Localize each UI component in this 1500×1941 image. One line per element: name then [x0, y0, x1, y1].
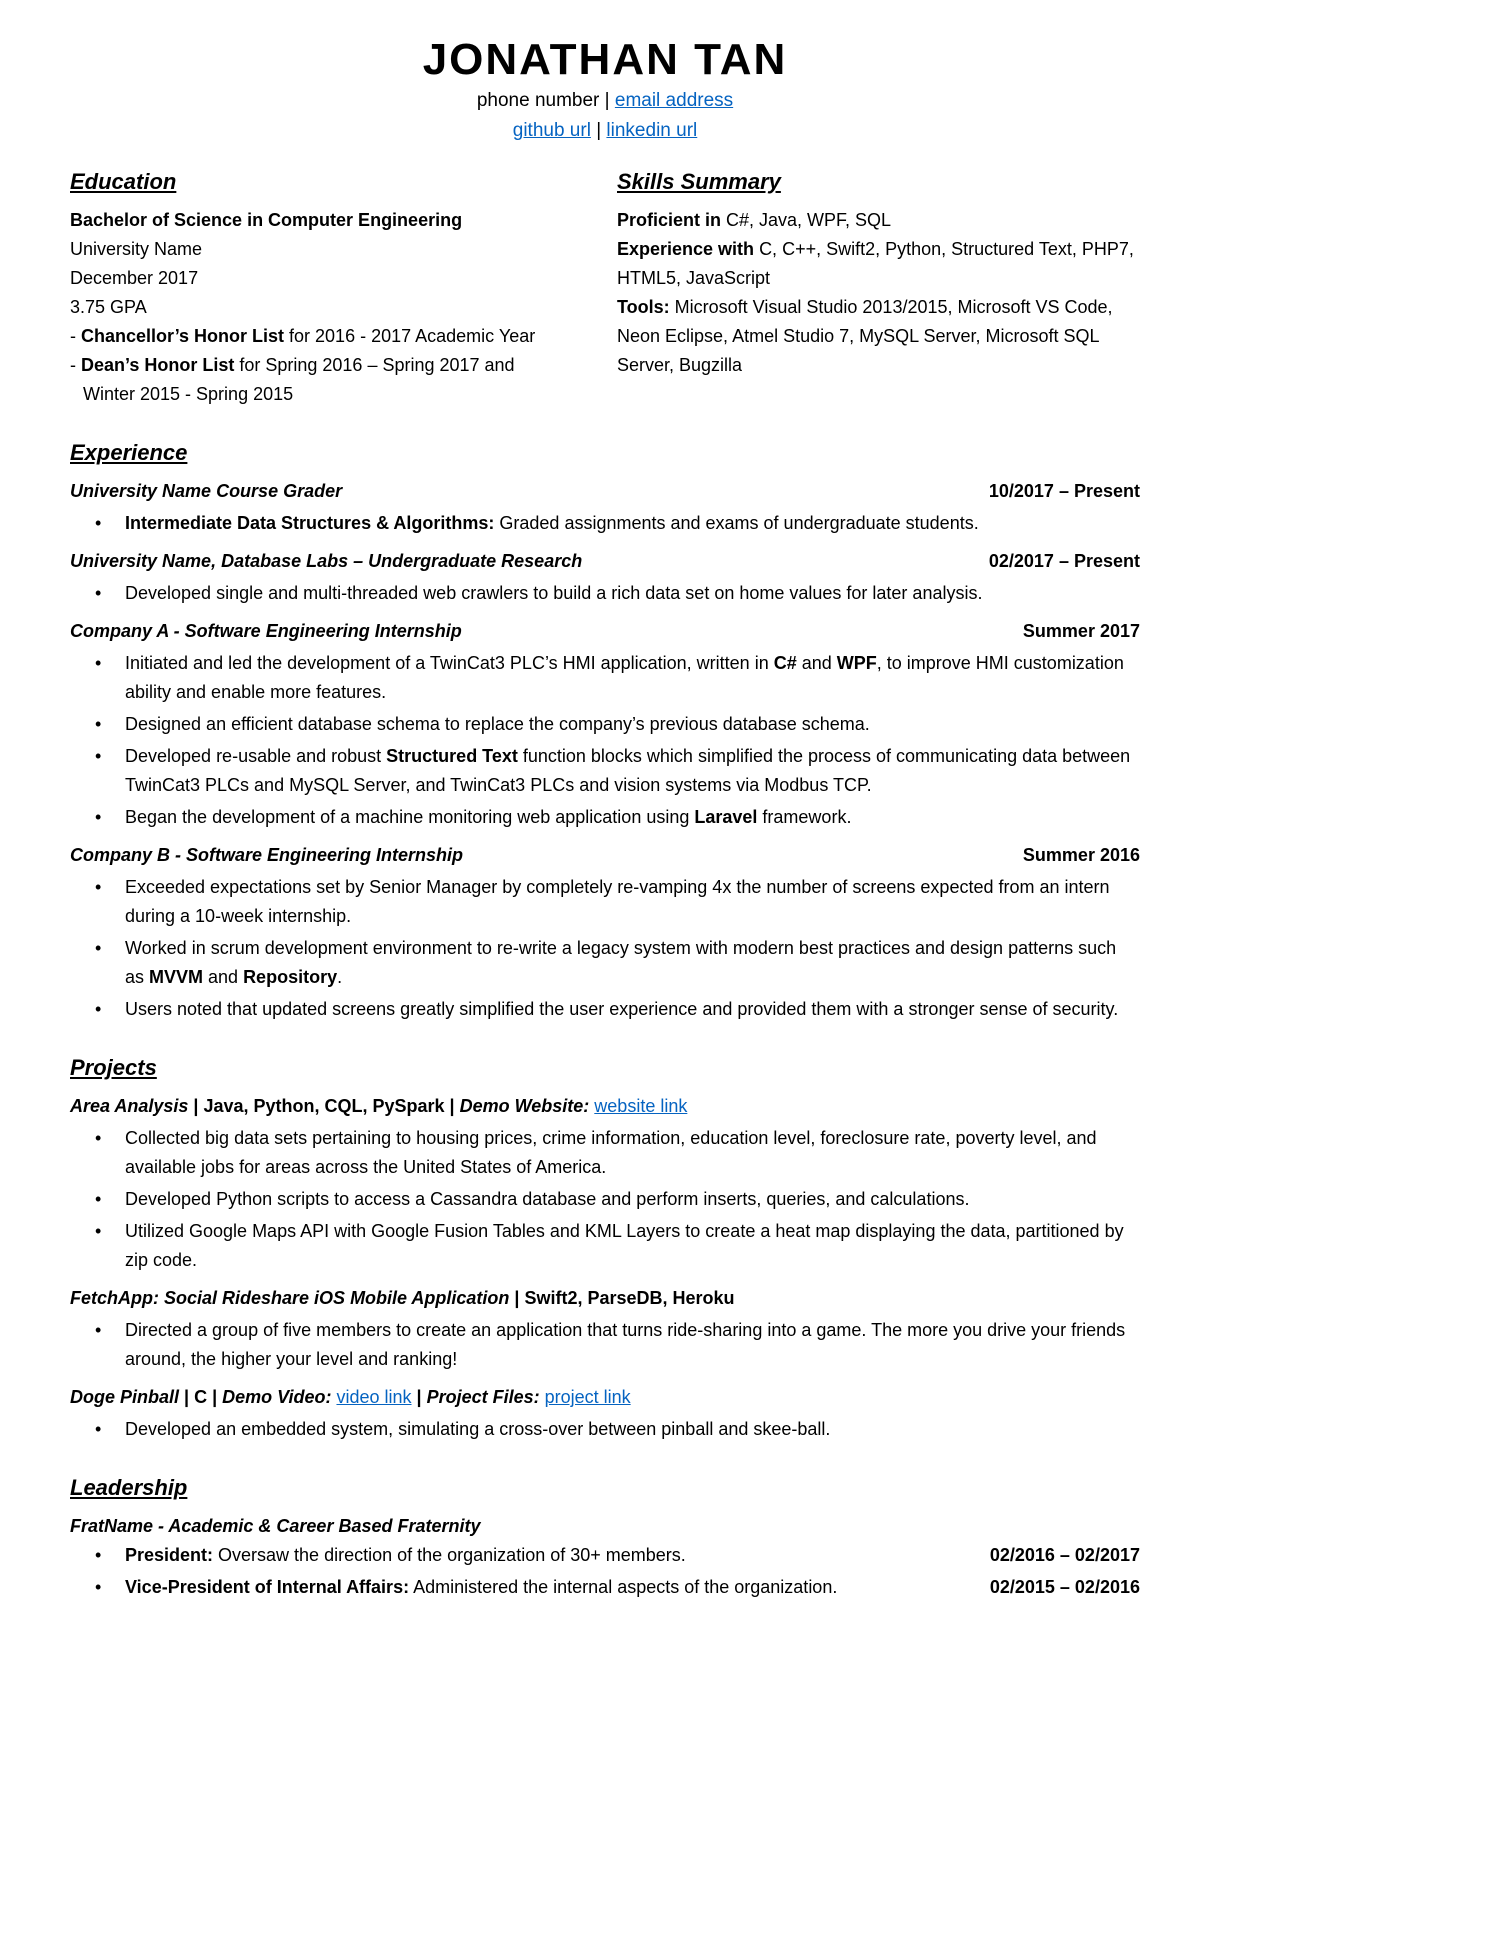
skills-line-proficient — [617, 206, 1140, 235]
leadership-title: Leadership — [70, 1475, 188, 1500]
bullet-item — [70, 803, 1140, 832]
text-segment: Experience with — [617, 239, 760, 259]
experience-bullet-list — [70, 649, 1140, 832]
text-segment: Vice-President of Internal Affairs: — [125, 1577, 410, 1597]
bullet-item — [70, 1217, 1140, 1275]
project-bullet-list — [70, 1124, 1140, 1275]
person-name: JONATHAN TAN — [422, 35, 788, 84]
skills-title: Skills Summary — [617, 169, 781, 194]
experience-role: Company A - Software Engineering Internship — [70, 621, 462, 641]
bullet-item — [70, 995, 1140, 1024]
email-link[interactable]: email address — [614, 90, 734, 111]
text-segment: Utilized Google Maps API with Google Fusion Tables and KML Layers to create a heat map displaying the data, partitioned by zip code. — [125, 1221, 1124, 1270]
text-segment: Swift2, ParseDB, Heroku — [524, 1288, 735, 1308]
text-segment: | — [207, 1387, 223, 1407]
text-segment: Tools: — [617, 297, 675, 317]
text-segment: Oversaw the direction of the organization of 30+ members. — [213, 1545, 686, 1565]
experience-role: University Name, Database Labs – Undergraduate Research — [70, 551, 583, 571]
education-school: University Name — [70, 239, 203, 259]
text-segment: Developed single and multi-threaded web crawlers to build a rich data set on home values for later analysis. — [125, 583, 983, 603]
text-segment: Proficient in — [617, 210, 727, 230]
bullet-item — [70, 579, 1140, 608]
leadership-dates: 02/2015 – 02/2016 — [989, 1577, 1140, 1597]
leadership-section — [70, 1472, 1140, 1602]
education-honor-item — [70, 322, 557, 351]
experience-entry-header — [70, 477, 1140, 506]
experience-dates: Summer 2017 — [1022, 621, 1140, 641]
text-segment: function blocks which simplified the process of communicating data between TwinCat3 PLCs and MySQL Server, and TwinCat3 PLCs and vision systems via Modbus TCP. — [125, 746, 1131, 795]
text-segment: | — [444, 1096, 460, 1116]
experience-dates: 10/2017 – Present — [988, 481, 1140, 501]
experience-bullet-list — [70, 873, 1140, 1024]
text-segment: C#, Java, WPF, SQL — [726, 210, 892, 230]
text-segment: Chancellor’s Honor List — [81, 326, 285, 346]
text-segment: Demo Website: — [459, 1096, 595, 1116]
text-segment: Java, Python, CQL, PySpark — [203, 1096, 445, 1116]
bullet-item — [70, 873, 1140, 931]
text-segment: Exceeded expectations set by Senior Manager by completely re-vamping 4x the number of screens expected from an intern during a 10-week internship. — [125, 877, 1110, 926]
text-segment: Developed an embedded system, simulating a cross-over between pinball and skee-ball. — [125, 1419, 831, 1439]
experience-section — [70, 437, 1140, 1024]
text-segment: Microsoft Visual Studio 2013/2015, Microsoft VS Code, Neon Eclipse, Atmel Studio 7, MySQL Server, Microsoft SQL Server, Bugzilla — [617, 297, 1113, 375]
text-segment: | — [509, 1288, 525, 1308]
text-segment: Designed an efficient database schema to replace the company’s previous database schema. — [125, 714, 870, 734]
bullet-item — [70, 710, 1140, 739]
leadership-bullet — [70, 1573, 1140, 1602]
text-segment: , to improve HMI customization ability and enable more features. — [125, 653, 1124, 702]
bullet-item — [70, 742, 1140, 800]
text-segment: Directed a group of five members to create an application that turns ride-sharing into a game. The more you drive your friends around, the higher your level and ranking! — [125, 1320, 1126, 1369]
text-segment: Structured Text — [386, 746, 518, 766]
education-section — [70, 166, 617, 409]
text-segment: Intermediate Data Structures & Algorithms: — [125, 513, 495, 533]
video-link[interactable]: video link — [336, 1387, 412, 1407]
project-files-link[interactable]: project link — [544, 1387, 631, 1407]
bullet-item — [70, 1415, 1140, 1444]
experience-title: Experience — [70, 440, 188, 465]
text-segment: phone number — [476, 90, 600, 111]
text-segment: FetchApp: Social Rideshare iOS Mobile Application — [70, 1288, 510, 1308]
text-segment: Project Files: — [426, 1387, 545, 1407]
text-segment: Graded assignments and exams of undergraduate students. — [494, 513, 979, 533]
bullet-item — [70, 934, 1140, 992]
contact-line-1 — [70, 86, 1140, 116]
resume-header — [70, 34, 1140, 146]
education-title: Education — [70, 169, 177, 194]
bullet-item — [70, 1124, 1140, 1182]
text-segment: President: — [125, 1545, 214, 1565]
experience-dates: Summer 2016 — [1022, 845, 1140, 865]
experience-role: University Name Course Grader — [70, 481, 343, 501]
experience-bullet-list — [70, 579, 1140, 608]
text-segment: Worked in scrum development environment to re-write a legacy system with modern best practices and design patterns such as — [125, 938, 1117, 987]
text-segment: Initiated and led the development of a TwinCat3 PLC’s HMI application, written in — [125, 653, 774, 673]
text-segment: Dean’s Honor List — [81, 355, 235, 375]
project-bullet-list — [70, 1415, 1140, 1444]
text-segment: C, C++, Swift2, Python, Structured Text, PHP7, HTML5, JavaScript — [617, 239, 1134, 288]
experience-entry-header — [70, 841, 1140, 870]
education-degree: Bachelor of Science in Computer Engineering — [70, 210, 463, 230]
leadership-bullet-text — [125, 1541, 970, 1570]
website-link[interactable]: website link — [594, 1096, 688, 1116]
text-segment: Developed Python scripts to access a Cassandra database and perform inserts, queries, and calculations. — [125, 1189, 970, 1209]
github-link[interactable]: github url — [512, 120, 591, 141]
text-segment: Repository — [243, 967, 338, 987]
text-segment: . — [337, 967, 343, 987]
text-segment: framework. — [757, 807, 852, 827]
bullet-item — [70, 649, 1140, 707]
text-segment: Began the development of a machine monitoring web application using — [125, 807, 695, 827]
leadership-bullet-text — [125, 1573, 970, 1602]
text-segment: Laravel — [694, 807, 758, 827]
text-segment: Administered the internal aspects of the organization. — [409, 1577, 838, 1597]
text-segment: | — [179, 1387, 195, 1407]
text-segment: | — [590, 120, 607, 141]
text-segment: for 2016 - 2017 Academic Year — [284, 326, 536, 346]
bullet-item — [70, 1316, 1140, 1374]
bullet-item — [70, 509, 1140, 538]
skills-line-experience — [617, 235, 1140, 293]
project-heading — [70, 1092, 1140, 1121]
projects-section — [70, 1052, 1140, 1444]
text-segment: for Spring 2016 – Spring 2017 and Winter 2015 - Spring 2015 — [83, 355, 515, 404]
projects-title: Projects — [70, 1055, 157, 1080]
contact-line-2 — [70, 116, 1140, 146]
leadership-bullet — [70, 1541, 1140, 1570]
text-segment: | — [188, 1096, 204, 1116]
text-segment: and — [203, 967, 244, 987]
linkedin-link[interactable]: linkedin url — [606, 120, 698, 141]
education-skills-row — [70, 166, 1140, 409]
text-segment: C# — [773, 653, 797, 673]
experience-entry-header — [70, 617, 1140, 646]
experience-dates: 02/2017 – Present — [988, 551, 1140, 571]
text-segment: and — [796, 653, 837, 673]
education-honor-item — [70, 351, 557, 409]
text-segment: Developed re-usable and robust — [125, 746, 387, 766]
text-segment: C — [194, 1387, 208, 1407]
text-segment: Demo Video: — [222, 1387, 337, 1407]
project-heading — [70, 1284, 1140, 1313]
text-segment: | — [411, 1387, 427, 1407]
skills-section — [617, 166, 1140, 409]
text-segment: Area Analysis — [70, 1096, 189, 1116]
experience-entry-header — [70, 547, 1140, 576]
text-segment: WPF — [836, 653, 877, 673]
experience-bullet-list — [70, 509, 1140, 538]
text-segment: - — [70, 355, 81, 375]
text-segment: | — [599, 90, 615, 111]
text-segment: Doge Pinball — [70, 1387, 180, 1407]
text-segment: - — [70, 326, 81, 346]
skills-line-tools — [617, 293, 1140, 380]
education-grad-date: December 2017 — [70, 268, 199, 288]
leadership-dates: 02/2016 – 02/2017 — [989, 1545, 1140, 1565]
project-heading — [70, 1383, 1140, 1412]
bullet-item — [70, 1185, 1140, 1214]
text-segment: Collected big data sets pertaining to housing prices, crime information, education level, foreclosure rate, poverty level, and available jobs for areas across the United States of America. — [125, 1128, 1097, 1177]
experience-role: Company B - Software Engineering Internship — [70, 845, 464, 865]
project-bullet-list — [70, 1316, 1140, 1374]
text-segment: Users noted that updated screens greatly simplified the user experience and provided them with a stronger sense of security. — [125, 999, 1119, 1019]
education-gpa: 3.75 GPA — [70, 297, 147, 317]
text-segment: MVVM — [149, 967, 204, 987]
leadership-bullet-list — [70, 1541, 1140, 1602]
leadership-org: FratName - Academic & Career Based Fraternity — [70, 1516, 481, 1536]
